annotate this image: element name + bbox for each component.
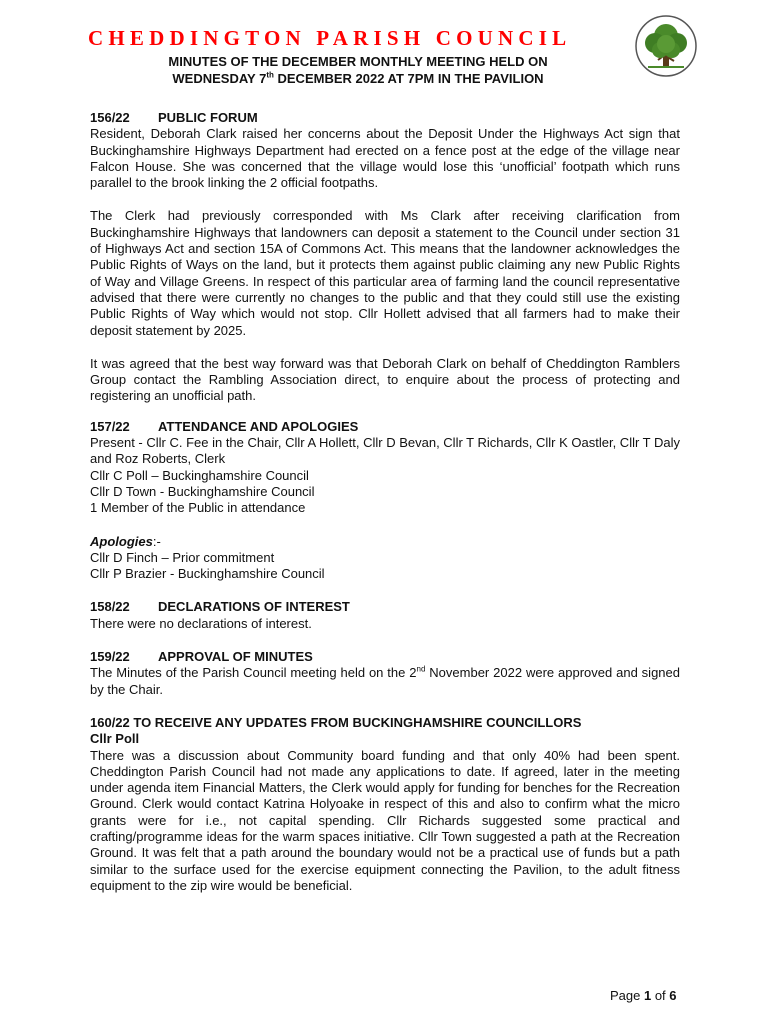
apology-line: Cllr D Finch – Prior commitment [90,549,275,565]
subtitle-venue: DECEMBER 2022 AT 7PM IN THE PAVILION [273,71,544,86]
updates-subheading: Cllr Poll [90,731,140,747]
declarations-text: There were no declarations of interest. [90,615,312,631]
attendance-present: Present - Cllr C. Fee in the Chair, Cllr A Hollett, Cllr D Bevan, Cllr T Richards, Cllr K Oastler, Cllr T Daly and Roz Roberts, Clerk [90,435,680,467]
attendance-line: Cllr D Town - Buckinghamshire Council [90,483,315,499]
section-heading-attendance [90,419,680,435]
section-heading-declarations [90,599,680,615]
subtitle-date: WEDNESDAY 7 [172,71,267,86]
section-number: 156/22 [90,110,130,125]
apology-line: Cllr P Brazier - Buckinghamshire Council [90,566,325,582]
section-title: ATTENDANCE AND APOLOGIES [158,418,359,434]
page-total: 6 [669,988,677,1003]
minutes-text [90,665,680,698]
subtitle-line-1: MINUTES OF THE DECEMBER MONTHLY MEETING HELD ON [168,54,548,69]
section-title: PUBLIC FORUM [158,110,258,125]
apologies-label: Apologies [90,533,153,549]
section-heading-public-forum [90,110,680,126]
section-heading-minutes [90,649,680,665]
public-forum-paragraph-3: It was agreed that the best way forward was that Deborah Clark on behalf of Cheddington Ramblers Group contact the Rambling Association direct, to enquire about the process of protecting and registering an unofficial path. [90,355,680,404]
section-number: 159/22 [90,649,130,665]
section-title: DECLARATIONS OF INTEREST [158,599,350,615]
meeting-subtitle [88,53,628,87]
attendance-line: 1 Member of the Public in attendance [90,500,306,516]
page-footer [610,988,677,1003]
apologies-suffix: :- [152,533,161,549]
page-label: Page [610,988,644,1003]
updates-text: There was a discussion about Community board funding and that only 40% had been spent. Cheddington Parish Council had not made any applications to date. If agreed, later in the meeting under agenda item Financial Matters, the Clerk would apply for funding for benches for the Recreation Ground. Clerk would contact Katrina Holyoake in respect of this and also to confirm what the micro grants were for i.e., not capital spending. Cllr Richards suggested some practical and crafting/programme ideas for the warm spaces initiative. Cllr Town suggested a path at the Recreation Ground. It was felt that a path around the boundary would not be a practical use of funds but a path similar to the surface used for the exercise equipment connecting the Pavilion, to the adult fitness equipment to the zip wire would be beneficial. [90,747,680,893]
minutes-text-start: The Minutes of the Parish Council meeting held on the 2 [90,665,417,681]
section-number: 158/22 [90,599,130,615]
tree-logo-icon [634,14,698,78]
section-title: APPROVAL OF MINUTES [158,649,313,665]
page-number: 1 [643,988,652,1003]
attendance-line: Cllr C Poll – Buckinghamshire Council [90,467,309,483]
page-of-label: of [651,988,670,1003]
section-heading-updates: 160/22 TO RECEIVE ANY UPDATES FROM BUCKINGHAMSHIRE COUNCILLORS [90,714,582,730]
council-name: CHEDDINGTON PARISH COUNCIL [88,26,572,50]
public-forum-paragraph-1: Resident, Deborah Clark raised her concerns about the Deposit Under the Highways Act sign that Buckinghamshire Highways Department had erected on a fence post at the edge of the village near Falcon House. She was concerned that the village would lose this ‘unofficial’ footpath which runs parallel to the brook linking the 2 official footpaths. [90,126,680,191]
section-number: 157/22 [90,418,130,434]
minutes-text-end: November 2022 were approved and signed by the Chair. [90,665,680,697]
apologies-heading [90,534,680,550]
minutes-date-suffix: nd [416,664,426,674]
subtitle-date-suffix: th [266,70,274,80]
minutes-body [90,110,680,894]
subtitle-line-2 [88,70,628,87]
public-forum-paragraph-2: The Clerk had previously corresponded with Ms Clark after receiving clarification from Buckinghamshire Highways that landowners can deposit a statement to the Council under section 31 of Highways Act and section 15A of Commons Act. This means that the landowner acknowledges the Public Rights of Ways on the land, but it protects them against public claiming any new Public Rights of Way and Village Greens. In respect of this particular area of farming land the council representative advised that there were currently no changes to the public and that they could still use the existing Public Rights of Way which would not stop. Cllr Hollett advised that all farmers had to make their deposit statement by 2025. [90,208,680,338]
